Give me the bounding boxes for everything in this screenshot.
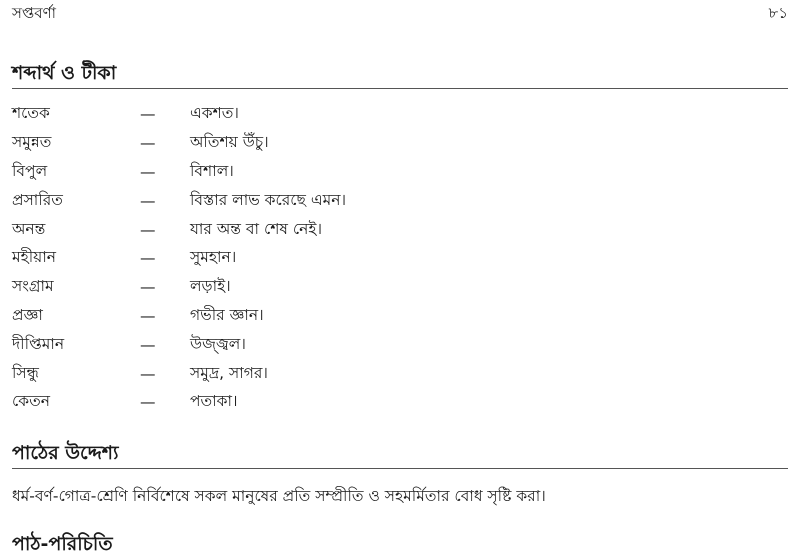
glossary-term: বিপুল <box>12 161 48 180</box>
glossary-meaning: গভীর জ্ঞান। <box>190 305 264 324</box>
glossary-meaning: বিস্তার লাভ করেছে এমন। <box>190 190 347 209</box>
glossary-dash: — <box>140 134 156 153</box>
glossary-meaning: সুমহান। <box>190 248 237 267</box>
glossary-section <box>12 60 788 89</box>
glossary-dash: — <box>140 306 156 325</box>
glossary-row <box>12 158 788 187</box>
glossary-term: অনন্ত <box>12 219 46 238</box>
intro-heading: পাঠ-পরিচিতি <box>12 533 113 555</box>
glossary-term: শতেক <box>12 104 50 123</box>
glossary-meaning: লড়াই। <box>190 277 231 296</box>
glossary-row <box>12 273 788 302</box>
glossary-row <box>12 100 788 129</box>
glossary-dash: — <box>140 220 156 239</box>
glossary-dash: — <box>140 364 156 383</box>
purpose-section <box>12 440 788 469</box>
glossary-term: দীপ্তিমান <box>12 334 65 353</box>
glossary-row <box>12 359 788 388</box>
glossary-term: কেতন <box>12 392 51 411</box>
glossary-row <box>12 302 788 331</box>
glossary-dash: — <box>140 105 156 124</box>
purpose-heading: পাঠের উদ্দেশ্য <box>12 440 788 469</box>
glossary-row <box>12 330 788 359</box>
page-number: ৮১ <box>768 4 788 22</box>
intro-section <box>12 531 788 559</box>
glossary-list <box>12 100 788 417</box>
glossary-meaning: সমুদ্র, সাগর। <box>190 363 268 382</box>
glossary-dash: — <box>140 335 156 354</box>
glossary-term: সমুন্নত <box>12 133 52 152</box>
glossary-dash: — <box>140 191 156 210</box>
glossary-term: মহীয়ান <box>12 248 57 267</box>
glossary-term: সিন্ধু <box>12 363 39 382</box>
glossary-row <box>12 186 788 215</box>
glossary-dash: — <box>140 249 156 268</box>
glossary-term: প্রসারিত <box>12 190 63 209</box>
glossary-meaning: বিশাল। <box>190 161 234 180</box>
glossary-row <box>12 244 788 273</box>
glossary-row <box>12 215 788 244</box>
glossary-meaning: অতিশয় উঁচু। <box>190 133 269 152</box>
page-header <box>12 2 788 26</box>
glossary-term: প্রজ্ঞা <box>12 305 43 324</box>
glossary-heading: শব্দার্থ ও টীকা <box>12 60 788 89</box>
glossary-meaning: উজ্জ্বল। <box>190 334 246 353</box>
glossary-meaning: পতাকা। <box>190 392 238 411</box>
glossary-row <box>12 129 788 158</box>
glossary-dash: — <box>140 162 156 181</box>
glossary-row <box>12 388 788 417</box>
glossary-dash: — <box>140 278 156 297</box>
glossary-meaning: যার অন্ত বা শেষ নেই। <box>190 219 323 238</box>
book-title: সপ্তবর্ণা <box>12 4 57 22</box>
glossary-term: সংগ্রাম <box>12 277 54 296</box>
glossary-dash: — <box>140 393 156 412</box>
purpose-text: ধর্ম-বর্ণ-গোত্র-শ্রেণি নির্বিশেষে সকল মানুষের প্রতি সম্প্রীতি ও সহমর্মিতার বোধ সৃষ্টি করা। <box>12 487 546 505</box>
glossary-meaning: একশত। <box>190 104 239 123</box>
